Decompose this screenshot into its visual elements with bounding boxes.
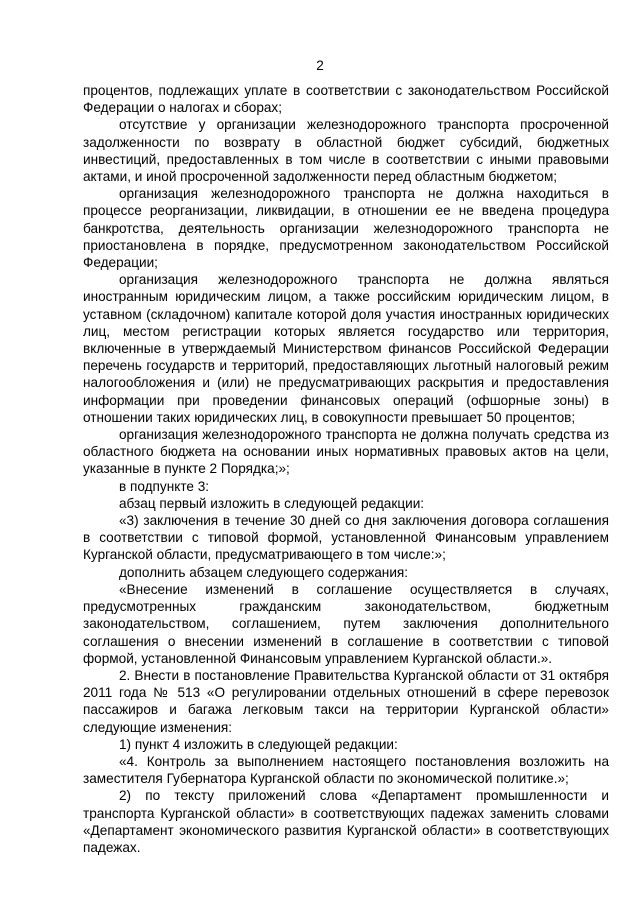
document-body — [83, 82, 609, 856]
paragraph: «3) заключения в течение 30 дней со дня заключения договора соглашения в соответствии с типовой формой, установленной Финансовым управлением Курганской области, предусматривающего в том числе:»; — [83, 513, 609, 563]
paragraph: в подпункте 3: — [119, 478, 210, 494]
paragraph: процентов, подлежащих уплате в соответствии с законодательством Российской Федерации о налогах и сборах; — [83, 83, 609, 116]
paragraph: организация железнодорожного транспорта не должна являться иностранным юридическим лицом, а также российским юридическим лицом, в уставном (складочном) капитале которой доля участия иностранных юридических лиц, местом регистрации которых является государство или территория, включенные в утверждаемый Министерством финансов Российской Федерации перечень государств и территорий, предоставляющих льготный налоговый режим налогообложения и (или) не предусматривающих раскрытия и предоставления информации при проведении финансовых операций (офшорные зоны) в отношении таких юридических лиц, в совокупности превышает 50 процентов; — [83, 272, 609, 425]
paragraph: отсутствие у организации железнодорожного транспорта просроченной задолженности по возврату в областной бюджет субсидий, бюджетных инвестиций, предоставленных в том числе в соответствии с иными правовыми актами, и иной просроченной задолженности перед областным бюджетом; — [83, 117, 609, 185]
paragraph: 2. Внести в постановление Правительства Курганской области от 31 октября 2011 года № 513 «О регулировании отдельных отношений в сфере перевозок пассажиров и багажа легковым такси на территории Курганской области» следующие изменения: — [83, 667, 609, 735]
paragraph: организация железнодорожного транспорта не должна получать средства из областного бюджета на основании иных нормативных правовых актов на цели, указанные в пункте 2 Порядка;»; — [83, 427, 609, 477]
paragraph: дополнить абзацем следующего содержания: — [119, 564, 409, 580]
paragraph: 1) пункт 4 изложить в следующей редакции: — [119, 736, 398, 752]
paragraph: «Внесение изменений в соглашение осуществляется в случаях, предусмотренных гражданским законодательством, бюджетным законодательством, соглашением, путем заключения дополнительного соглашения о внесении изменений в соглашение в соответствии с типовой формой, установленной Финансовым управлением Курганской области.». — [83, 581, 609, 666]
paragraph: «4. Контроль за выполнением настоящего постановления возложить на заместителя Губернатора Курганской области по экономической политике.»; — [83, 753, 609, 787]
paragraph: 2) по тексту приложений слова «Департамент промышленности и транспорта Курганской области» в соответствующих падежах заменить словами «Департамент экономического развития Курганской области» в соответствующих падежах. — [83, 788, 609, 855]
paragraph: абзац первый изложить в следующей редакции: — [119, 495, 425, 511]
paragraph: организация железнодорожного транспорта не должна находиться в процессе реорганизации, ликвидации, в отношении ее не введена процедура банкротства, деятельность организации железнодорожного транспорта не приостановлена в порядке, предусмотренном законодательством Российской Федерации; — [83, 186, 609, 271]
page-number: 2 — [316, 58, 324, 73]
